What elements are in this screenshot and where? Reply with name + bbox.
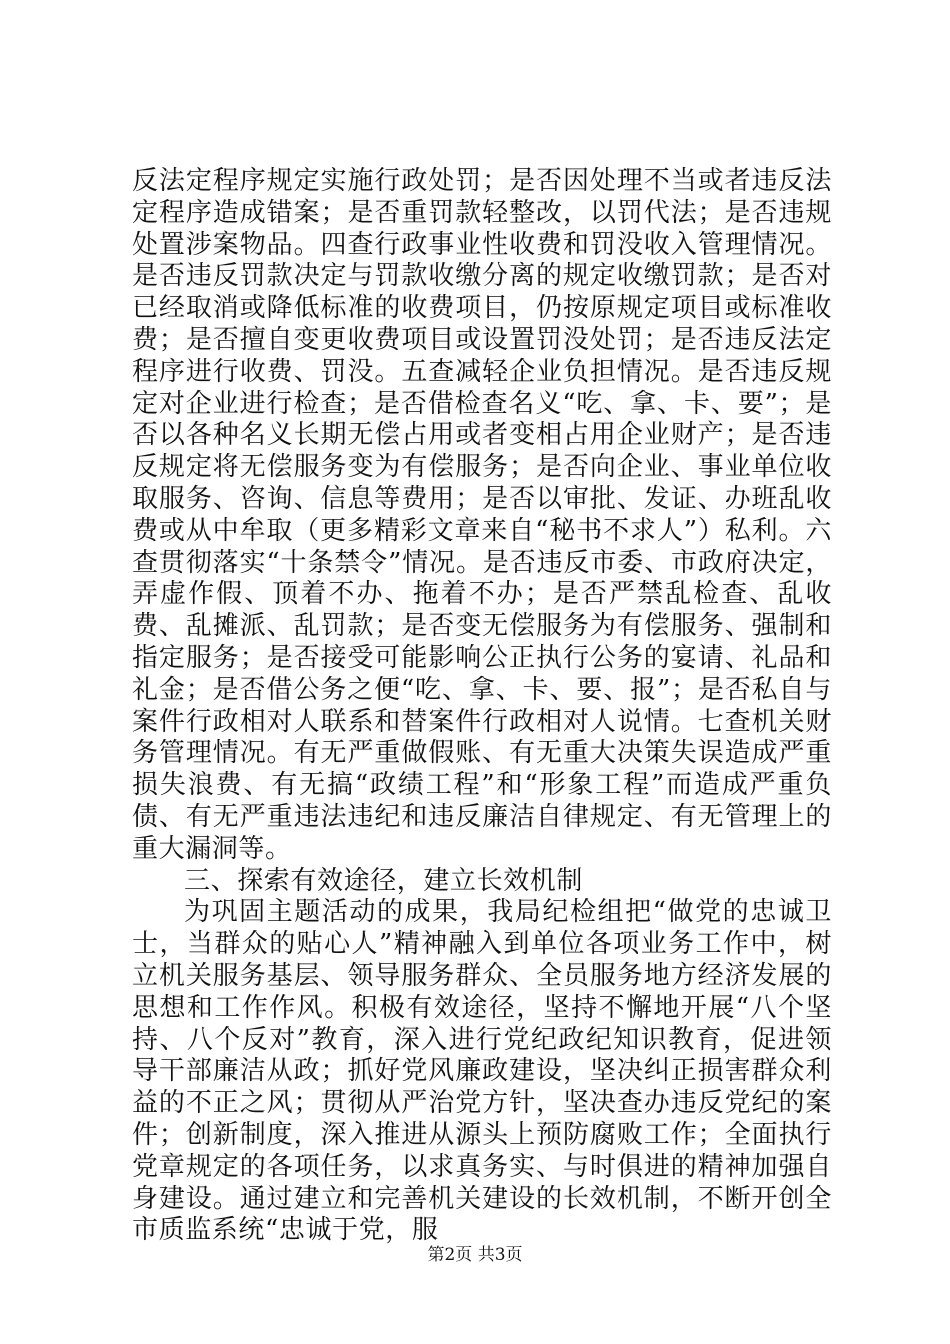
document-body	[132, 166, 832, 1247]
paragraph-body: 为巩固主题活动的成果，我局纪检组把“做党的忠诚卫士，当群众的贴心人”精神融入到单位各项业务工作中，树立机关服务基层、领导服务群众、全员服务地方经济发展的思想和工作作风。积极有效途径，坚持不懈地开展“八个坚持、八个反对”教育，深入进行党纪政纪知识教育，促进领导干部廉洁从政；抓好党风廉政建设，坚决纠正损害群众利益的不正之风；贯彻从严治党方针，坚决查办违反党纪的案件；创新制度，深入推进从源头上预防腐败工作；全面执行党章规定的各项任务，以求真务实、与时俱进的精神加强自身建设。通过建立和完善机关建设的长效机制，不断开创全市质监系统“忠诚于党，服	[132, 897, 832, 1246]
section-heading: 三、探索有效途径，建立长效机制	[184, 865, 584, 896]
paragraph-continuation: 反法定程序规定实施行政处罚；是否因处理不当或者违反法定程序造成错案；是否重罚款轻整改，以罚代法；是否违规处置涉案物品。四查行政事业性收费和罚没收入管理情况。是否违反罚款决定与罚款收缴分离的规定收缴罚款；是否对已经取消或降低标准的收费项目，仍按原规定项目或标准收费；是否擅自变更收费项目或设置罚没处罚；是否违反法定程序进行收费、罚没。五查减轻企业负担情况。是否违反规定对企业进行检查；是否借检查名义“吃、拿、卡、要”；是否以各种名义长期无偿占用或者变相占用企业财产；是否违反规定将无偿服务变为有偿服务；是否向企业、事业单位收取服务、咨询、信息等费用；是否以审批、发证、办班乱收费或从中牟取（更多精彩文章来自“秘书不求人”）私利。六查贯彻落实“十条禁令”情况。是否违反市委、市政府决定，弄虚作假、顶着不办、拖着不办；是否严禁乱检查、乱收费、乱摊派、乱罚款；是否变无偿服务为有偿服务、强制和指定服务；是否接受可能影响公正执行公务的宴请、礼品和礼金；是否借公务之便“吃、拿、卡、要、报”；是否私自与案件行政相对人联系和替案件行政相对人说情。七查机关财务管理情况。有无严重做假账、有无重大决策失误造成严重损失浪费、有无搞“政绩工程”和“形象工程”而造成严重负债、有无严重违法违纪和违反廉洁自律规定、有无管理上的重大漏洞等。	[132, 166, 832, 864]
page-number-footer: 第2页 共3页	[427, 1245, 523, 1265]
